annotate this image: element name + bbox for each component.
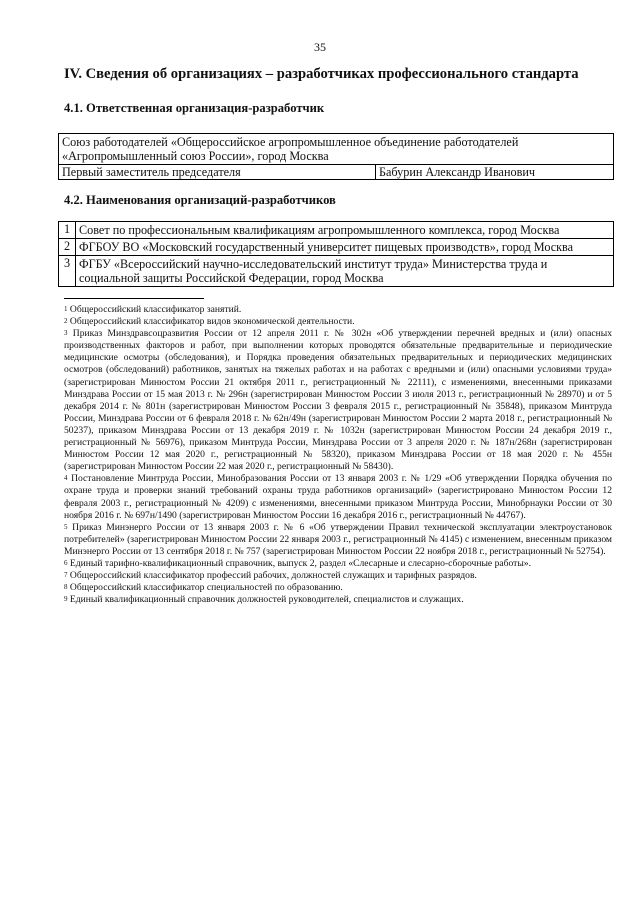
footnote-mark: 2 [64, 317, 68, 326]
footnote-text: Общероссийский классификатор занятий. [69, 304, 242, 315]
org-name: ФГБОУ ВО «Московский государственный университет пищевых производств», город Москва [76, 239, 614, 256]
footnote-text: Приказ Минэнерго России от 13 января 2003 г. № 6 «Об утверждении Правил технической эксплуатации электроустановок потребителей» (зарегистрирован Минюстом России 22 января 2003 г., регистрационный № 4145) с изменением, внесенным приказом Минэнерго России от 13 сентября 2018 г. № 757 (зарегистрирован Минюстом России 22 ноября 2018 г., регистрационный № 52754). [64, 521, 613, 557]
developers-heading: 4.2. Наименования организаций-разработчиков [64, 193, 336, 207]
footnote-mark: 1 [64, 305, 68, 313]
footnote [64, 316, 612, 328]
footnote-mark: 5 [64, 522, 68, 531]
footnote-text: Общероссийский классификатор специальностей по образованию. [69, 582, 343, 594]
footnote [64, 473, 612, 521]
org-name: ФГБУ «Всероссийский научно-исследовательский институт труда» Министерства труда и социальной защиты Российской Федерации, город Москва [76, 256, 614, 287]
footnote-text: Постановление Минтруда России, Минобразования России от 13 января 2003 г. № 1/29 «Об утверждении Порядка обучения по охране труда и проверки знаний требований охраны труда работников организаций» (зарегистрировано Минюстом России 12 февраля 2003 г., регистрационный № 4209) с изменениями, внесенными приказом Минтруда России, Минобрнауки России от 30 ноября 2016 г. № 697н/1490 (зарегистрирован Минюстом России 16 декабря 2016 г., регистрационный № 44767). [64, 473, 613, 521]
footnote-text: Единый квалификационный справочник должностей руководителей, специалистов и служащих. [69, 594, 464, 606]
table-row [59, 222, 614, 239]
footnote [64, 570, 612, 582]
section-title: IV. Сведения об организациях – разработчиках профессионального стандарта [64, 66, 579, 82]
row-number: 3 [59, 256, 76, 287]
footnote-separator [64, 298, 204, 299]
footnote-mark: 7 [64, 571, 68, 580]
footnote [64, 304, 612, 316]
footnote-text: Общероссийский классификатор профессий рабочих, должностей служащих и тарифных разрядов. [69, 570, 477, 582]
table-row [59, 239, 614, 256]
position-cell: Первый заместитель председателя [59, 165, 376, 180]
footnote [64, 558, 612, 570]
table-row [59, 256, 614, 287]
footnote [64, 328, 612, 473]
page-number: 35 [314, 40, 326, 54]
footnote [64, 582, 612, 594]
footnote-mark: 9 [64, 595, 68, 604]
footnote-text: Общероссийский классификатор видов экономической деятельности. [69, 316, 355, 328]
person-cell: Бабурин Александр Иванович [376, 165, 614, 180]
footnote [64, 522, 612, 558]
footnote-text: Единый тарифно-квалификационный справочник, выпуск 2, раздел «Слесарные и слесарно-сборочные работы». [69, 557, 532, 569]
footnote-text: Приказ Минздравсоцразвития России от 12 апреля 2011 г. № 302н «Об утверждении перечней вредных и (или) опасных производственных факторов и работ, при выполнении которых проводятся обязательные предварительные и периодические медицинские осмотры (обследования), и Порядка проведения обязательных предварительных и периодических медицинских осмотров (обследований) работников, занятых на тяжелых работах и на работах с вредными и (или) опасными условиями труда» (зарегистрирован Минюстом России 21 октября 2011 г., регистрационный № 22111), с изменениями, внесенными приказами Минздрава России от 15 мая 2013 г. № 296н (зарегистрирован Минюстом России 3 июля 2013 г., регистрационный № 28970) и от 5 декабря 2014 г. № 801н (зарегистрирован Минюстом России 3 февраля 2015 г., регистрационный № 35848), приказом Минтруда России, Минздрава России от 6 февраля 2018 г. № 62н/49н (зарегистрирован Минюстом России 2 марта 2018 г., регистрационный № 50237), приказом Минздрава России от 13 декабря 2019 г. № 1032н (зарегистрирован Минюстом России 24 декабря 2019 г., регистрационный № 56976), приказом Минтруда России, Минздрава России от 3 апреля 2020 г. № 187н/268н (зарегистрирован Минюстом России 12 мая 2020 г., регистрационный № 58320), приказом Минздрава России от 18 мая 2020 г. № 455н (зарегистрирован Минюстом России 22 мая 2020 г., регистрационный № 58430). [64, 328, 612, 473]
table-row [59, 134, 614, 165]
responsible-org-table [58, 133, 614, 180]
org-name: Совет по профессиональным квалификациям агропромышленного комплекса, город Москва [76, 222, 614, 239]
row-number: 2 [59, 239, 76, 256]
footnote-mark: 4 [64, 474, 68, 483]
footnote-mark: 3 [64, 329, 68, 338]
developers-table [58, 221, 614, 287]
responsible-org-heading: 4.1. Ответственная организация-разработчик [64, 101, 325, 115]
footnote-mark: 6 [64, 558, 68, 567]
org-name-cell: Союз работодателей «Общероссийское агропромышленное объединение работодателей «Агропромышленный союз России», город Москва [59, 134, 614, 165]
table-row [59, 165, 614, 180]
footnotes [64, 304, 612, 606]
footnote [64, 594, 612, 606]
footnote-mark: 8 [64, 583, 68, 592]
row-number: 1 [59, 222, 76, 239]
